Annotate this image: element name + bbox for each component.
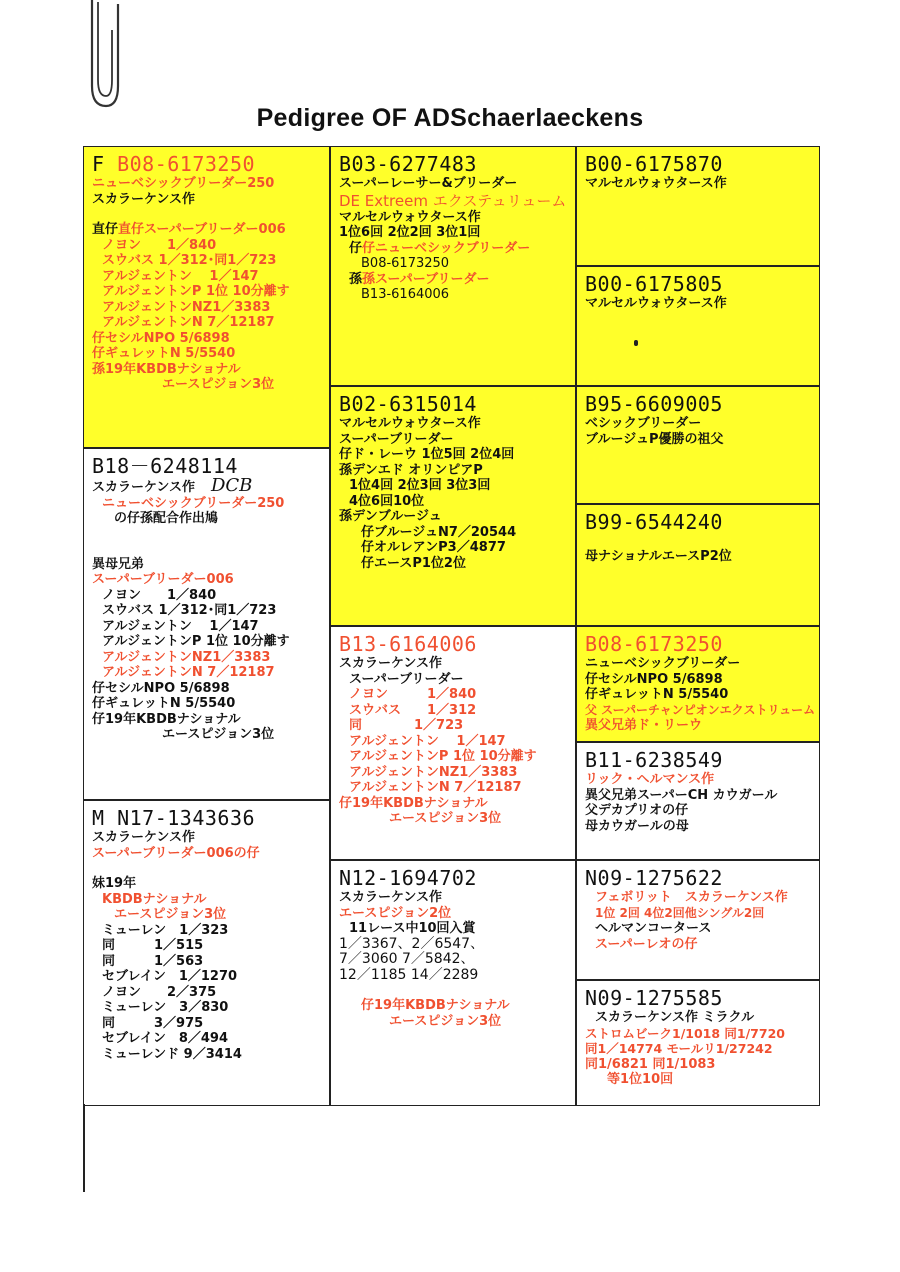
pedigree-grid	[83, 146, 820, 1106]
mmf-line: 1位 2回 4位2回他シングル2回	[595, 905, 765, 920]
mff-line: ニューベシックブリーダー	[585, 656, 741, 671]
mfm-ring-number: B11-6238549	[585, 748, 723, 772]
ff-line: 仔仔ニューベシックブリーダー	[349, 240, 531, 256]
mf-line: アルジェントンNZ1／3383	[349, 764, 518, 780]
subject-line: 仔セシルNPO 5/6898	[92, 330, 230, 346]
father-line: エースピジョン3位	[162, 727, 275, 742]
fmf-line: ブルージュP優勝の祖父	[585, 431, 724, 447]
subject-prefix: F	[92, 152, 118, 176]
subject-line: アルジェントン 1／147	[102, 268, 259, 284]
mother-line: 同 3／975	[102, 1015, 204, 1031]
fm-line: 仔オルレアンP3／4877	[361, 540, 506, 555]
subject-line: 直仔直仔スーパーブリーダー006	[92, 222, 286, 237]
mfm-line: 異父兄弟スーパーCH カウガール	[585, 787, 778, 803]
mmf-ring-number: N09-1275622	[585, 866, 723, 890]
mother-line: セブレイン 8／494	[102, 1031, 229, 1046]
mm-line: 11レース中10回入賞	[349, 921, 476, 936]
ff-line: マルセルウォウタース作	[339, 209, 481, 225]
mother-line: ミューレンド 9／3414	[102, 1046, 242, 1062]
ink-dot	[634, 340, 638, 346]
mmm-cell	[576, 980, 820, 1106]
mff-line: 仔セシルNPO 5/6898	[585, 671, 723, 687]
mf-line: アルジェントンP 1位 10分離す	[349, 749, 537, 764]
subject-line: ノヨン 1／840	[102, 237, 217, 253]
subject-cell	[83, 146, 330, 448]
mmm-ring-number: N09-1275585	[585, 986, 723, 1010]
father-line: アルジェントンP 1位 10分離す	[102, 634, 290, 649]
mmm-line: 等1位10回	[607, 1072, 674, 1087]
ff-line: 1位6回 2位2回 3位1回	[339, 225, 481, 240]
mother-line: 同 1／563	[102, 953, 204, 969]
fm-line: 仔エースP1位2位	[361, 555, 466, 571]
fff-line: マルセルウォウタース作	[585, 176, 727, 191]
mfm-line: リック・ヘルマンス作	[585, 772, 715, 787]
fmm-line: 母ナショナルエースP2位	[585, 549, 732, 564]
mff-cell	[576, 626, 820, 742]
paper-clip-icon	[84, 0, 124, 112]
mother-line: エースピジョン3位	[114, 907, 227, 922]
mother-line: 妹19年	[92, 876, 137, 891]
mff-line: 父 スーパーチャンピオンエクストリューム	[585, 702, 816, 717]
mf-line: アルジェントン 1／147	[349, 733, 506, 749]
mother-line: 同 1／515	[102, 938, 204, 953]
fm-line: 孫デンブルージュ	[339, 509, 442, 524]
mm-line: 仔19年KBDBナショナル	[361, 998, 510, 1013]
mmf-cell	[576, 860, 820, 980]
father-line: ノヨン 1／840	[102, 587, 217, 603]
page-title: Pedigree OF ADSchaerlaeckens	[256, 104, 644, 132]
mmf-line: ヘルマンコータース	[595, 921, 712, 936]
father-line: 異母兄弟	[92, 556, 145, 572]
ff-line: B08-6173250	[361, 256, 450, 271]
subject-line: アルジェントンNZ1／3383	[102, 299, 271, 315]
mother-line: セブレイン 1／1270	[102, 969, 238, 984]
father-line: 仔ギュレットN 5/5540	[92, 696, 236, 711]
subject-line: アルジェントンP 1位 10分離す	[102, 284, 290, 299]
subject-line: スウバス 1／312･同1／723	[102, 253, 277, 268]
subject-line: ニューベシックブリーダー250	[92, 176, 275, 191]
mf-cell	[330, 626, 576, 860]
ff-ring-number: B03-6277483	[339, 152, 477, 176]
fm-line: 4位6回10位	[349, 493, 425, 509]
mother-prefix: M	[92, 806, 118, 830]
fmm-ring-number: B99-6544240	[585, 510, 723, 534]
mm-line: エースピジョン3位	[389, 1013, 502, 1029]
ffm-line: マルセルウォウタース作	[585, 296, 727, 311]
mf-line: スウバス 1／312	[349, 702, 477, 718]
father-line: ニューベシックブリーダー250	[102, 495, 285, 511]
ffm-ring-number: B00-6175805	[585, 272, 723, 296]
subject-line: エースピジョン3位	[162, 377, 275, 392]
mf-line: 同 1／723	[349, 718, 464, 733]
ff-line: DE Extreem エクステュリューム	[339, 191, 567, 210]
mmm-line: ストロムビーク1/1018 同1/7720	[585, 1025, 785, 1041]
mmm-line: 同1/6821 同1/1083	[585, 1056, 716, 1072]
mfm-cell	[576, 742, 820, 860]
mmm-line: 同1／14774 モールリ1/27242	[585, 1041, 773, 1056]
mother-cell	[83, 800, 330, 1106]
fm-line: 仔ド・レーウ 1位5回 2位4回	[339, 447, 515, 462]
fmm-cell	[576, 504, 820, 626]
father-line: アルジェントンNZ1／3383	[102, 649, 271, 665]
subject-ring-number: F B08-6173250	[92, 152, 256, 176]
mmf-line: スーパーレオの仔	[595, 936, 698, 952]
mfm-line: 父デカプリオの仔	[585, 803, 689, 818]
mf-line: ノヨン 1／840	[349, 687, 477, 702]
father-line: 仔19年KBDBナショナル	[92, 711, 241, 727]
mf-line: スカラーケンス作	[339, 656, 442, 671]
fm-line: 1位4回 2位3回 3位3回	[349, 478, 491, 493]
mm-line: エースピジョン2位	[339, 905, 452, 921]
mother-line: スカラーケンス作	[92, 830, 195, 845]
father-line: スウバス 1／312･同1／723	[102, 603, 277, 618]
father-line: アルジェントンN 7／12187	[102, 665, 275, 680]
mm-line: 7／3060 7／5842、	[339, 951, 475, 967]
father-line: 仔セシルNPO 5/6898	[92, 680, 230, 696]
fmf-cell	[576, 386, 820, 504]
ff-line: B13-6164006	[361, 287, 450, 302]
fmf-ring-number: B95-6609005	[585, 392, 723, 416]
mm-line: 1／3367、2／6547、	[339, 935, 485, 952]
ffm-cell	[576, 266, 820, 386]
fm-line: 孫デンエド オリンピアP	[339, 462, 483, 478]
mother-ring-number: M N17-1343636	[92, 806, 256, 830]
ff-cell	[330, 146, 576, 386]
subject-line: スカラーケンス作	[92, 191, 195, 207]
ff-line: スーパーレーサー&ブリーダー	[339, 176, 518, 191]
mff-line: 異父兄弟ド・リーウ	[585, 718, 703, 733]
fm-line: スーパーブリーダー	[339, 431, 454, 447]
fm-ring-number: B02-6315014	[339, 392, 477, 416]
fmf-line: ベシックブリーダー	[585, 416, 702, 431]
subject-line: 仔ギュレットN 5/5540	[92, 346, 236, 361]
margin-line	[83, 1104, 85, 1192]
mf-line: アルジェントンN 7／12187	[349, 780, 522, 795]
subject-line: アルジェントンN 7／12187	[102, 315, 275, 330]
mother-line: ミューレン 1／323	[102, 922, 229, 938]
fm-line: マルセルウォウタース作	[339, 416, 481, 431]
mf-line: 仔19年KBDBナショナル	[339, 795, 488, 811]
mother-line: スーパーブリーダー006の仔	[92, 845, 260, 861]
mfm-line: 母カウガールの母	[585, 818, 689, 834]
father-line: アルジェントン 1／147	[102, 618, 259, 634]
mf-line: スーパーブリーダー	[349, 671, 464, 687]
mf-line: エースピジョン3位	[389, 811, 502, 826]
fff-ring-number: B00-6175870	[585, 152, 723, 176]
fm-cell	[330, 386, 576, 626]
mmf-line: フェボリット スカラーケンス作	[595, 890, 788, 905]
mm-line: 12／1185 14／2289	[339, 966, 479, 983]
subject-line: 孫19年KBDBナショナル	[92, 361, 241, 377]
father-line: スカラーケンス作 DCB	[92, 475, 253, 496]
mother-line: ミューレン 3／830	[102, 1000, 229, 1015]
mff-line: 仔ギュレットN 5/5540	[585, 687, 729, 702]
father-cell	[83, 448, 330, 800]
mm-cell	[330, 860, 576, 1106]
mother-line: KBDBナショナル	[102, 891, 207, 907]
handwritten-signature: DCB	[210, 475, 253, 496]
mmm-line: スカラーケンス作 ミラクル	[595, 1010, 755, 1025]
father-line: の仔孫配合作出鳩	[114, 511, 219, 526]
ff-line: 孫孫スーパーブリーダー	[349, 271, 490, 287]
father-line: スーパーブリーダー006	[92, 572, 234, 587]
mm-ring-number: N12-1694702	[339, 866, 477, 890]
mff-ring-number: B08-6173250	[585, 632, 723, 656]
mm-line: スカラーケンス作	[339, 890, 442, 905]
mother-line: ノヨン 2／375	[102, 984, 217, 1000]
fff-cell	[576, 146, 820, 266]
fm-line: 仔ブルージュN7／20544	[361, 524, 517, 540]
father-ring-number: B18－6248114	[92, 454, 238, 478]
mf-ring-number: B13-6164006	[339, 632, 477, 656]
